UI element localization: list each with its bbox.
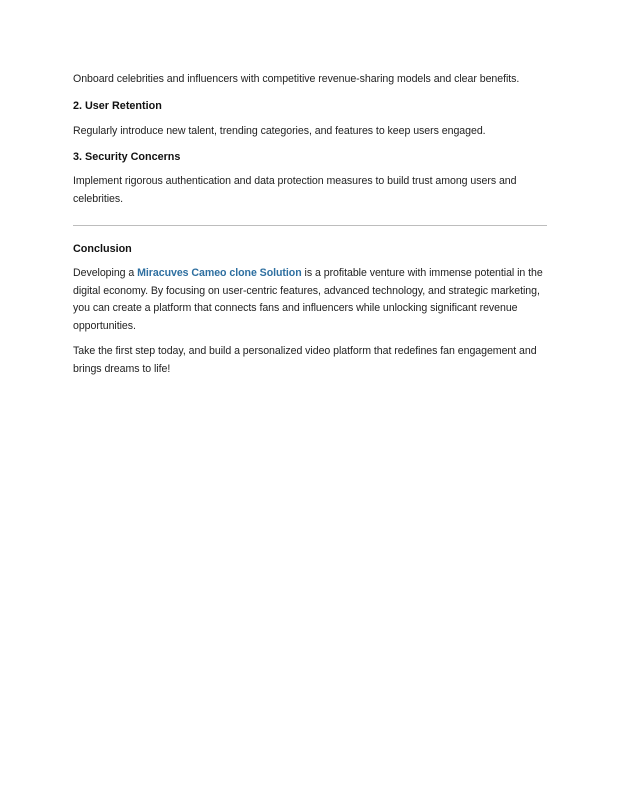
intro-paragraph: Onboard celebrities and influencers with competitive revenue-sharing models and clear benefits. xyxy=(73,73,520,85)
conclusion-paragraph xyxy=(73,265,547,335)
cameo-clone-solution-link[interactable]: Miracuves Cameo clone Solution xyxy=(137,267,302,279)
conclusion-text-after-link: is a profitable venture with immense potential in the digital economy. By focusing on user-centric features, advanced technology, and strategic marketing, you can create a platform that connects fans and influencers while unlocking significant revenue opportunities. xyxy=(73,267,543,332)
section-heading-user-retention: 2. User Retention xyxy=(73,99,162,112)
call-to-action-paragraph: Take the first step today, and build a personalized video platform that redefines fan engagement and brings dreams to life! xyxy=(73,345,537,375)
section-body-security-concerns: Implement rigorous authentication and data protection measures to build trust among users and celebrities. xyxy=(73,175,517,205)
document-content xyxy=(73,71,547,378)
section-heading-security-concerns: 3. Security Concerns xyxy=(73,151,181,163)
conclusion-text-before-link: Developing a xyxy=(73,267,138,279)
section-body-user-retention: Regularly introduce new talent, trending categories, and features to keep users engaged. xyxy=(73,124,486,137)
horizontal-divider xyxy=(73,225,547,226)
conclusion-heading: Conclusion xyxy=(73,243,132,255)
